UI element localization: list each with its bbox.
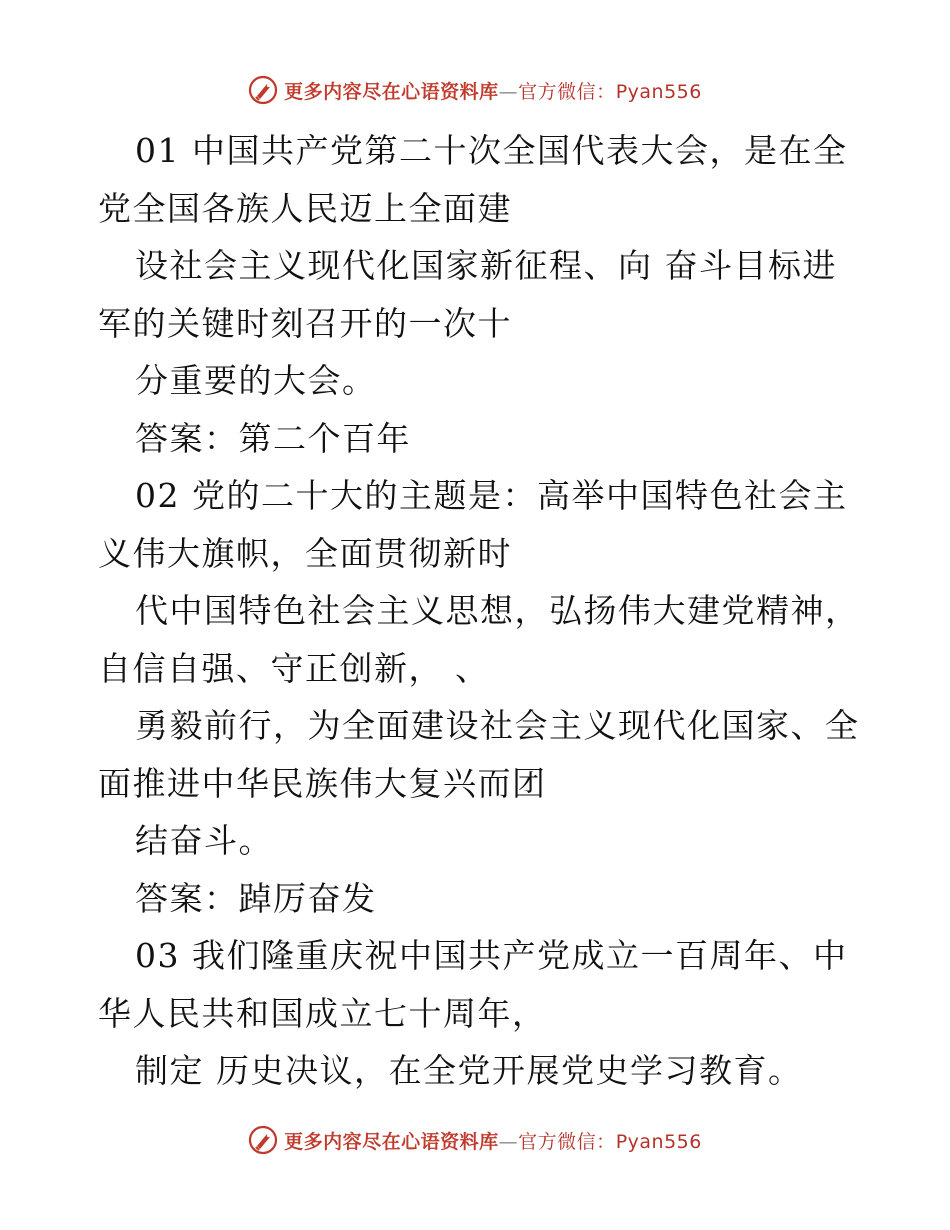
answer-line: 答案：踔厉奋发 (135, 878, 377, 918)
footer-wechat-id: Pyan556 (615, 1130, 702, 1153)
footer-banner (0, 1120, 950, 1160)
paragraph-line: 分重要的大会。 (135, 361, 377, 400)
footer-brand: 更多内容尽在心语资料库 (284, 1130, 499, 1153)
paragraph-line: 党全国各族人民迈上全面建 (98, 188, 512, 228)
paragraph-line: 面推进中华民族伟大复兴而团 (98, 763, 547, 803)
paragraph-line: 义伟大旗帜，全面贯彻新时 (98, 533, 512, 573)
footer-wechat-label: 官方微信： (518, 1130, 616, 1153)
paragraph-line: 03 我们隆重庆祝中国共产党成立一百周年、中 (135, 936, 848, 975)
header-banner (0, 70, 950, 110)
paragraph-line: 代中国特色社会主义思想，弘扬伟大建党精神， (135, 591, 860, 630)
paragraph-line: 军的关键时刻召开的一次十 (98, 303, 512, 343)
header-wechat-id: Pyan556 (615, 80, 702, 103)
paragraph-line: 华人民共和国成立七十周年， (98, 993, 547, 1033)
paragraph-line: 自信自强、守正创新， 、 (98, 648, 490, 688)
footer-banner-text (284, 1127, 702, 1154)
pen-nib-logo-icon (248, 1125, 278, 1155)
paragraph-line: 设社会主义现代化国家新征程、向 奋斗目标进 (135, 246, 837, 285)
answer-line: 答案：第二个百年 (135, 418, 411, 458)
paragraph-line: 结奋斗。 (135, 821, 273, 860)
footer-dash: — (498, 1130, 519, 1153)
paragraph-line: 制定 历史决议，在全党开展党史学习教育。 (135, 1051, 803, 1090)
header-wechat-label: 官方微信： (518, 80, 616, 103)
paragraph-line: 02 党的二十大的主题是：高举中国特色社会主 (135, 476, 848, 515)
paragraph-line: 01 中国共产党第二十次全国代表大会，是在全 (135, 131, 848, 170)
document-body (98, 122, 858, 1100)
header-brand: 更多内容尽在心语资料库 (284, 80, 499, 103)
header-dash: — (498, 80, 519, 103)
pen-nib-logo-icon (248, 75, 278, 105)
header-banner-text (284, 77, 702, 104)
paragraph-line: 勇毅前行，为全面建设社会主义现代化国家、全 (135, 706, 860, 745)
